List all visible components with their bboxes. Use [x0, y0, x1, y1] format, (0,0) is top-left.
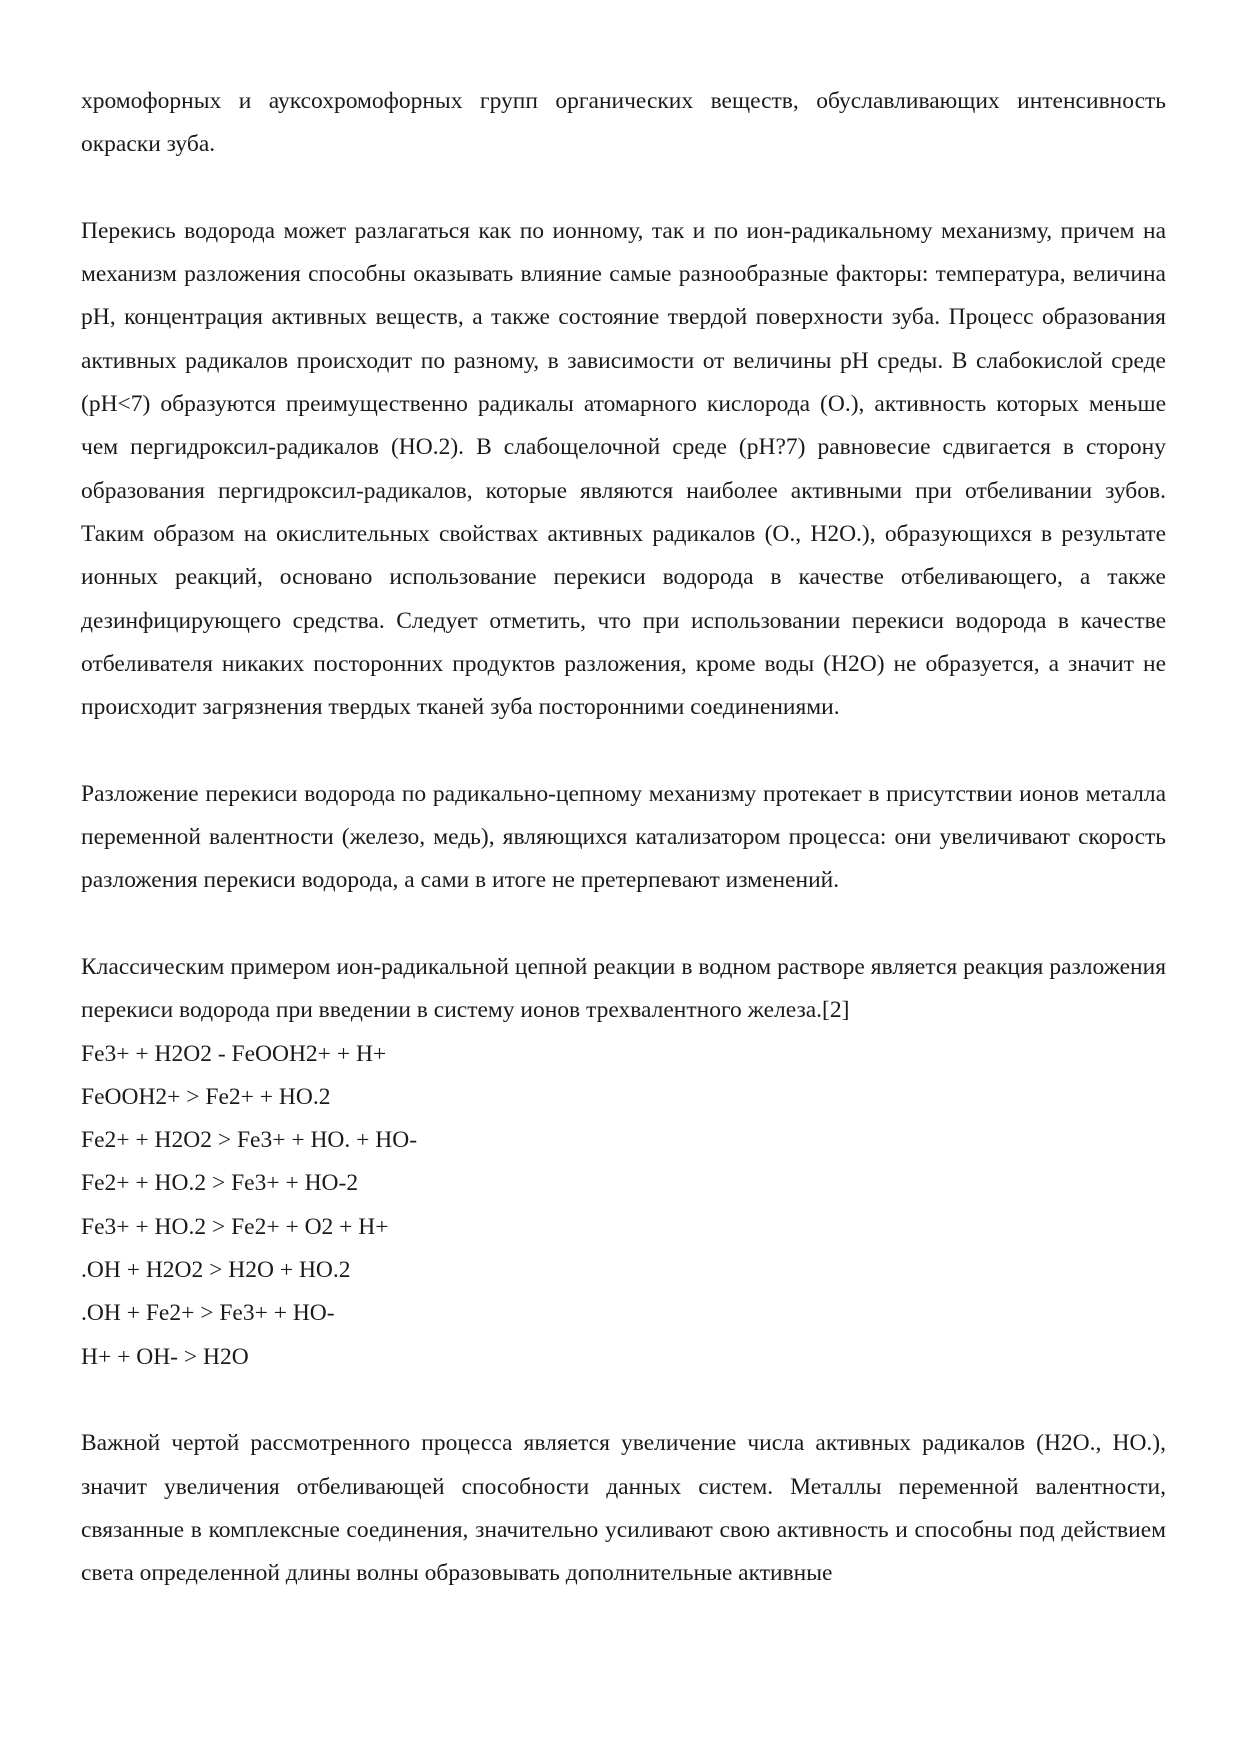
equation-line: Fe3+ + HO.2 > Fe2+ + O2 + H+: [81, 1213, 389, 1240]
equation-line: .OH + H2O2 > H2O + HO.2: [81, 1257, 351, 1284]
equation-line: FeOOH2+ > Fe2+ + HO.2: [81, 1083, 331, 1110]
document-page: [81, 80, 1166, 1595]
paragraph-chromophore-groups: хромофорных и ауксохромофорных групп органических веществ, обуславливающих интенсивность окраски зуба.: [81, 88, 1166, 158]
equation-line: Fe3+ + H2O2 - FeOOH2+ + H+: [81, 1040, 387, 1067]
paragraph-radical-chain-mechanism: Разложение перекиси водорода по радикально-цепному механизму протекает в присутствии ионов металла переменной валентности (железо, медь), являющихся катализатором процесса: они увеличивают скорость разложения перекиси водорода, а сами в итоге не претерпевают изменений.: [81, 780, 1166, 894]
equation-line: Fe2+ + HO.2 > Fe3+ + HO-2: [81, 1170, 359, 1197]
paragraph-important-feature: Важной чертой рассмотренного процесса является увеличение числа активных радикалов (Н2О., НО.), значит увеличения отбеливающей способности данных систем. Металлы переменной валентности, связанные в комплексные соединения, значительно усиливают свою активность и способны под действием света определенной длины волны образовывать дополнительные активные: [81, 1430, 1166, 1587]
paragraph-classic-example: Классическим примером ион-радикальной цепной реакции в водном растворе является реакция разложения перекиси водорода при введении в систему ионов трехвалентного железа.[2]: [81, 953, 1166, 1024]
equation-line: Fe2+ + H2O2 > Fe3+ + HO. + HO-: [81, 1127, 418, 1154]
paragraph-gap: [81, 167, 1166, 210]
paragraph-gap: [81, 729, 1166, 772]
equation-line: .OH + Fe2+ > Fe3+ + HO-: [81, 1300, 335, 1327]
paragraph-gap: [81, 903, 1166, 946]
equation-list: [81, 1033, 1166, 1379]
paragraph-peroxide-decomposition: Перекись водорода может разлагаться как по ионному, так и по ион-радикальному механизму, причем на механизм разложения способны оказывать влияние самые разнообразные факторы: температура, величина pH, концентрация активных веществ, а также состояние твердой поверхности зуба. Процесс образования активных радикалов происходит по разному, в зависимости от величины pH среды. В слабокислой среде (pH<7) образуются преимущественно радикалы атомарного кислорода (О.), активность которых меньше чем пергидроксил-радикалов (НО.2). В слабощелочной среде (pH?7) равновесие сдвигается в сторону образования пергидроксил-радикалов, которые являются наиболее активными при отбеливании зубов. Таким образом на окислительных свойствах активных радикалов (О., Н2О.), образующихся в результате ионных реакций, основано использование перекиси водорода в качестве отбеливающего, а также дезинфицирующего средства. Следует отметить, что при использовании перекиси водорода в качестве отбеливателя никаких посторонних продуктов разложения, кроме воды (Н2О) не образуется, а значит не происходит загрязнения твердых тканей зуба посторонними соединениями.: [81, 217, 1166, 721]
paragraph-gap: [81, 1379, 1166, 1422]
equation-line: H+ + OH- > H2O: [81, 1343, 249, 1370]
